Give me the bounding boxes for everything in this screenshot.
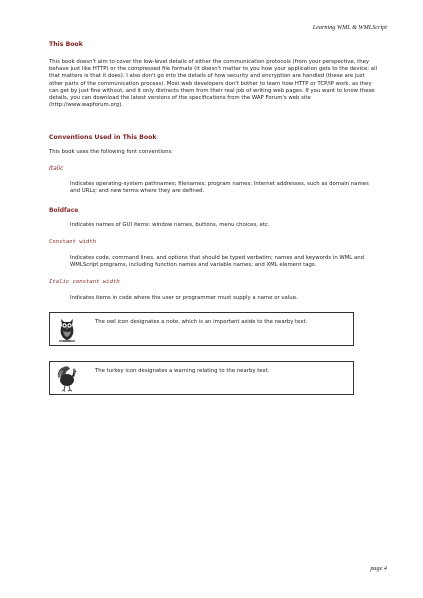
convention-desc-boldface: Indicates names of GUI items: window names, buttons, menu choices, etc. xyxy=(70,222,270,228)
owl-icon xyxy=(56,315,78,343)
convention-term-boldface: Boldface xyxy=(49,207,79,214)
note-text-turkey: The turkey icon designates a warning relating to the nearby text. xyxy=(95,368,270,374)
convention-term-constant-width: Constant width xyxy=(49,239,97,245)
running-title: Learning WML & WMLScript xyxy=(312,24,387,31)
convention-term-italic-constant-width: Italic constant width xyxy=(49,279,120,285)
note-text-owl: The owl icon designates a note, which is an important aside to the nearby text. xyxy=(95,319,308,325)
section-heading-this-book: This Book xyxy=(49,41,83,48)
convention-desc-constant-width: Indicates code, command lines, and options that should be typed verbatim; names and keywords in WML and WMLScript programs, including function names and variable names; and XML element tags. xyxy=(70,255,365,269)
turkey-icon xyxy=(56,364,78,392)
note-box-turkey xyxy=(49,361,354,395)
convention-desc-italic-constant-width: Indicates items in code where the user or programmer must supply a name or value. xyxy=(70,295,298,301)
section-heading-conventions: Conventions Used in This Book xyxy=(49,134,157,141)
convention-desc-italic: Indicates operating-system pathnames; filenames; program names; Internet addresses, such as domain names and URLs; and new terms where they are defined. xyxy=(70,181,369,195)
page-number: page 4 xyxy=(370,565,387,572)
conventions-intro: This book uses the following font conventions: xyxy=(49,149,174,155)
note-box-owl xyxy=(49,312,354,346)
this-book-paragraph: This book doesn't aim to cover the low-level details of either the communication protocols (from your perspective, they behave just like HTTP) or the compressed file formats (it doesn't matter to you how your application gets to the device; all that matters is that it does). I also don't go into the details of how security and encryption are handled (these are just other parts of the communication process). Most web developers don't bother to learn how HTTP or TCP/IP work, as they can get by just fine without, and it only distracts them from their real job of writing web pages. If you want to know these details, you can download the latest versions of the specifications from the WAP Forum's web site (http://www.wapforum.org). xyxy=(49,59,378,109)
convention-term-italic: Italic xyxy=(49,165,64,172)
